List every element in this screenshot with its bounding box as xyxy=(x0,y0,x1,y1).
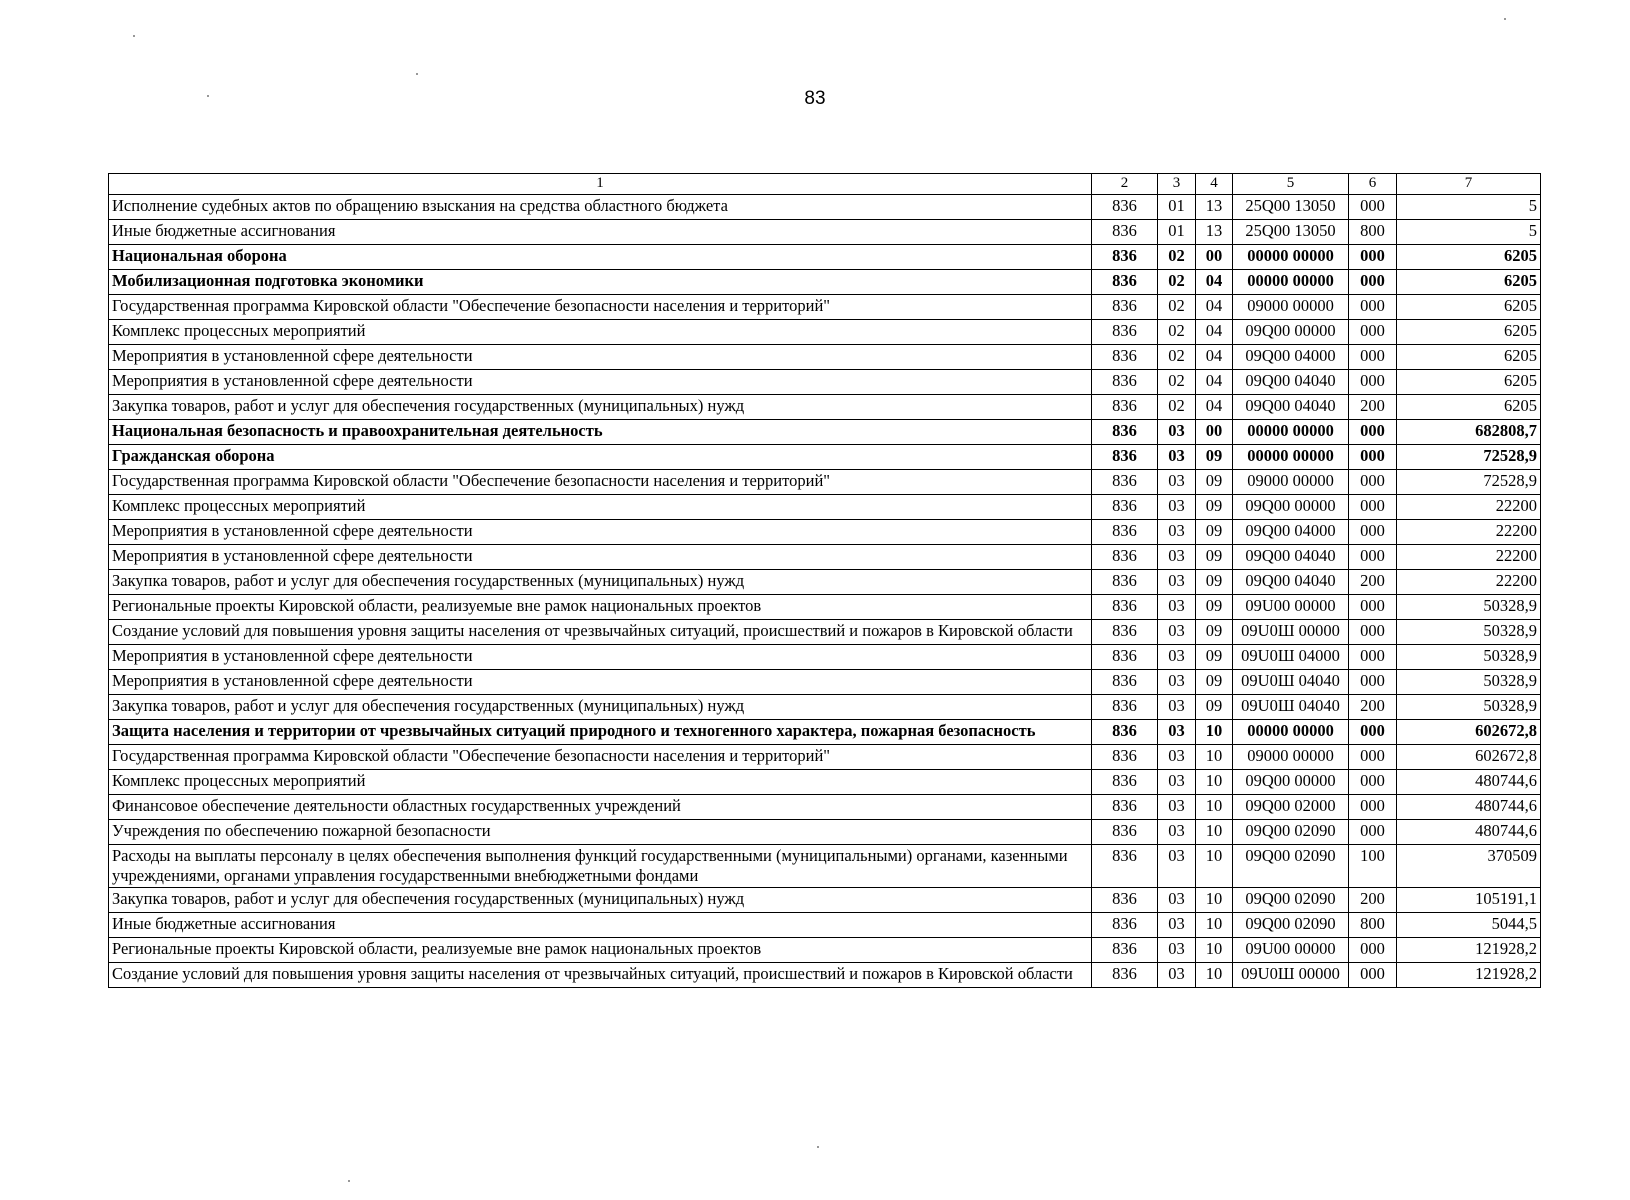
row-code-cell: 836 xyxy=(1092,370,1158,395)
row-subsection-cell: 10 xyxy=(1196,820,1233,845)
row-expense-type-cell: 000 xyxy=(1349,495,1397,520)
row-name-cell: Национальная оборона xyxy=(109,245,1092,270)
row-amount-cell: 602672,8 xyxy=(1397,720,1541,745)
row-code-cell: 836 xyxy=(1092,245,1158,270)
row-target-article-cell: 00000 00000 xyxy=(1233,445,1349,470)
row-target-article-cell: 09U0Ш 00000 xyxy=(1233,962,1349,987)
row-expense-type-cell: 000 xyxy=(1349,545,1397,570)
row-amount-cell: 50328,9 xyxy=(1397,620,1541,645)
budget-table xyxy=(108,173,1541,988)
row-code-cell: 836 xyxy=(1092,395,1158,420)
table-row xyxy=(109,395,1541,420)
row-section-cell: 03 xyxy=(1158,495,1196,520)
row-name-cell: Государственная программа Кировской области "Обеспечение безопасности населения и территорий" xyxy=(109,295,1092,320)
row-name-cell: Защита населения и территории от чрезвычайных ситуаций природного и техногенного характера, пожарная безопасность xyxy=(109,720,1092,745)
row-section-cell: 02 xyxy=(1158,320,1196,345)
row-amount-cell: 50328,9 xyxy=(1397,695,1541,720)
row-amount-cell: 480744,6 xyxy=(1397,795,1541,820)
row-name-cell: Мероприятия в установленной сфере деятельности xyxy=(109,670,1092,695)
row-section-cell: 03 xyxy=(1158,420,1196,445)
table-row xyxy=(109,570,1541,595)
table-row xyxy=(109,595,1541,620)
table-row xyxy=(109,937,1541,962)
table-row xyxy=(109,220,1541,245)
row-section-cell: 03 xyxy=(1158,770,1196,795)
row-expense-type-cell: 000 xyxy=(1349,195,1397,220)
scan-speck xyxy=(133,35,135,37)
row-code-cell: 836 xyxy=(1092,595,1158,620)
table-row xyxy=(109,545,1541,570)
header-cell-3: 3 xyxy=(1158,174,1196,195)
row-amount-cell: 72528,9 xyxy=(1397,470,1541,495)
header-cell-5: 5 xyxy=(1233,174,1349,195)
table-row xyxy=(109,320,1541,345)
row-subsection-cell: 09 xyxy=(1196,595,1233,620)
row-code-cell: 836 xyxy=(1092,345,1158,370)
row-name-cell: Региональные проекты Кировской области, реализуемые вне рамок национальных проектов xyxy=(109,595,1092,620)
table-row xyxy=(109,620,1541,645)
table-row xyxy=(109,520,1541,545)
row-code-cell: 836 xyxy=(1092,695,1158,720)
table-row xyxy=(109,645,1541,670)
row-subsection-cell: 13 xyxy=(1196,195,1233,220)
row-section-cell: 03 xyxy=(1158,962,1196,987)
table-row xyxy=(109,345,1541,370)
row-expense-type-cell: 000 xyxy=(1349,795,1397,820)
row-expense-type-cell: 000 xyxy=(1349,962,1397,987)
row-expense-type-cell: 000 xyxy=(1349,645,1397,670)
row-target-article-cell: 09000 00000 xyxy=(1233,470,1349,495)
row-section-cell: 03 xyxy=(1158,595,1196,620)
row-expense-type-cell: 000 xyxy=(1349,745,1397,770)
scan-speck xyxy=(1504,18,1506,20)
row-amount-cell: 22200 xyxy=(1397,520,1541,545)
table-row xyxy=(109,745,1541,770)
row-target-article-cell: 09000 00000 xyxy=(1233,745,1349,770)
table-row xyxy=(109,795,1541,820)
row-name-cell: Создание условий для повышения уровня защиты населения от чрезвычайных ситуаций, происшествий и пожаров в Кировской области xyxy=(109,962,1092,987)
row-name-cell: Расходы на выплаты персоналу в целях обеспечения выполнения функций государственными (муниципальными) органами, казенными учреждениями, органами управления государственными внебюджетными фондами xyxy=(109,845,1092,888)
table-row xyxy=(109,820,1541,845)
table-row xyxy=(109,270,1541,295)
row-target-article-cell: 09U0Ш 04040 xyxy=(1233,695,1349,720)
row-section-cell: 03 xyxy=(1158,720,1196,745)
row-section-cell: 03 xyxy=(1158,695,1196,720)
row-target-article-cell: 09U0Ш 04040 xyxy=(1233,670,1349,695)
row-expense-type-cell: 000 xyxy=(1349,320,1397,345)
table-row xyxy=(109,445,1541,470)
row-section-cell: 03 xyxy=(1158,620,1196,645)
row-name-cell: Закупка товаров, работ и услуг для обеспечения государственных (муниципальных) нужд xyxy=(109,570,1092,595)
row-target-article-cell: 09U0Ш 04000 xyxy=(1233,645,1349,670)
row-subsection-cell: 10 xyxy=(1196,912,1233,937)
row-expense-type-cell: 200 xyxy=(1349,395,1397,420)
table-row xyxy=(109,295,1541,320)
row-amount-cell: 5044,5 xyxy=(1397,912,1541,937)
row-section-cell: 01 xyxy=(1158,195,1196,220)
row-target-article-cell: 09Q00 04000 xyxy=(1233,520,1349,545)
table-row xyxy=(109,495,1541,520)
row-subsection-cell: 10 xyxy=(1196,962,1233,987)
row-code-cell: 836 xyxy=(1092,962,1158,987)
row-expense-type-cell: 800 xyxy=(1349,220,1397,245)
row-section-cell: 02 xyxy=(1158,245,1196,270)
table-row xyxy=(109,912,1541,937)
row-expense-type-cell: 000 xyxy=(1349,520,1397,545)
table-row xyxy=(109,670,1541,695)
row-target-article-cell: 09U00 00000 xyxy=(1233,937,1349,962)
row-section-cell: 03 xyxy=(1158,570,1196,595)
row-section-cell: 03 xyxy=(1158,645,1196,670)
table-row xyxy=(109,245,1541,270)
row-subsection-cell: 10 xyxy=(1196,937,1233,962)
row-expense-type-cell: 000 xyxy=(1349,820,1397,845)
row-code-cell: 836 xyxy=(1092,570,1158,595)
row-amount-cell: 6205 xyxy=(1397,295,1541,320)
table-row xyxy=(109,845,1541,888)
scan-speck xyxy=(416,73,418,75)
header-cell-7: 7 xyxy=(1397,174,1541,195)
row-name-cell: Комплекс процессных мероприятий xyxy=(109,495,1092,520)
table-row xyxy=(109,695,1541,720)
row-name-cell: Мероприятия в установленной сфере деятельности xyxy=(109,645,1092,670)
row-name-cell: Мероприятия в установленной сфере деятельности xyxy=(109,345,1092,370)
row-subsection-cell: 09 xyxy=(1196,520,1233,545)
row-section-cell: 03 xyxy=(1158,670,1196,695)
row-name-cell: Мероприятия в установленной сфере деятельности xyxy=(109,520,1092,545)
row-expense-type-cell: 000 xyxy=(1349,295,1397,320)
row-target-article-cell: 09Q00 02090 xyxy=(1233,845,1349,888)
row-subsection-cell: 10 xyxy=(1196,770,1233,795)
row-section-cell: 02 xyxy=(1158,395,1196,420)
row-subsection-cell: 04 xyxy=(1196,345,1233,370)
row-name-cell: Создание условий для повышения уровня защиты населения от чрезвычайных ситуаций, происшествий и пожаров в Кировской области xyxy=(109,620,1092,645)
header-cell-2: 2 xyxy=(1092,174,1158,195)
header-cell-4: 4 xyxy=(1196,174,1233,195)
row-section-cell: 03 xyxy=(1158,445,1196,470)
row-amount-cell: 22200 xyxy=(1397,570,1541,595)
row-expense-type-cell: 000 xyxy=(1349,370,1397,395)
row-amount-cell: 6205 xyxy=(1397,320,1541,345)
row-target-article-cell: 25Q00 13050 xyxy=(1233,195,1349,220)
row-subsection-cell: 10 xyxy=(1196,745,1233,770)
row-subsection-cell: 09 xyxy=(1196,470,1233,495)
row-section-cell: 02 xyxy=(1158,270,1196,295)
row-code-cell: 836 xyxy=(1092,720,1158,745)
row-section-cell: 03 xyxy=(1158,845,1196,888)
row-section-cell: 03 xyxy=(1158,520,1196,545)
row-name-cell: Исполнение судебных актов по обращению взыскания на средства областного бюджета xyxy=(109,195,1092,220)
row-code-cell: 836 xyxy=(1092,220,1158,245)
row-code-cell: 836 xyxy=(1092,295,1158,320)
row-amount-cell: 50328,9 xyxy=(1397,670,1541,695)
row-code-cell: 836 xyxy=(1092,520,1158,545)
row-amount-cell: 6205 xyxy=(1397,395,1541,420)
row-subsection-cell: 09 xyxy=(1196,620,1233,645)
row-amount-cell: 72528,9 xyxy=(1397,445,1541,470)
row-expense-type-cell: 000 xyxy=(1349,345,1397,370)
row-subsection-cell: 09 xyxy=(1196,645,1233,670)
row-expense-type-cell: 000 xyxy=(1349,720,1397,745)
row-subsection-cell: 09 xyxy=(1196,445,1233,470)
row-amount-cell: 50328,9 xyxy=(1397,595,1541,620)
row-subsection-cell: 13 xyxy=(1196,220,1233,245)
row-subsection-cell: 04 xyxy=(1196,395,1233,420)
row-target-article-cell: 00000 00000 xyxy=(1233,720,1349,745)
row-section-cell: 03 xyxy=(1158,795,1196,820)
row-name-cell: Мероприятия в установленной сфере деятельности xyxy=(109,370,1092,395)
row-target-article-cell: 09Q00 00000 xyxy=(1233,320,1349,345)
row-section-cell: 02 xyxy=(1158,295,1196,320)
row-code-cell: 836 xyxy=(1092,470,1158,495)
table-row xyxy=(109,770,1541,795)
row-subsection-cell: 00 xyxy=(1196,420,1233,445)
row-code-cell: 836 xyxy=(1092,495,1158,520)
row-name-cell: Закупка товаров, работ и услуг для обеспечения государственных (муниципальных) нужд xyxy=(109,395,1092,420)
row-name-cell: Мобилизационная подготовка экономики xyxy=(109,270,1092,295)
row-section-cell: 03 xyxy=(1158,545,1196,570)
row-code-cell: 836 xyxy=(1092,912,1158,937)
scan-speck xyxy=(207,95,209,97)
row-amount-cell: 370509 xyxy=(1397,845,1541,888)
row-target-article-cell: 00000 00000 xyxy=(1233,420,1349,445)
row-target-article-cell: 09Q00 02090 xyxy=(1233,887,1349,912)
header-cell-6: 6 xyxy=(1349,174,1397,195)
row-name-cell: Иные бюджетные ассигнования xyxy=(109,220,1092,245)
row-target-article-cell: 00000 00000 xyxy=(1233,270,1349,295)
row-amount-cell: 22200 xyxy=(1397,495,1541,520)
row-code-cell: 836 xyxy=(1092,887,1158,912)
row-section-cell: 03 xyxy=(1158,912,1196,937)
table-row xyxy=(109,370,1541,395)
row-name-cell: Закупка товаров, работ и услуг для обеспечения государственных (муниципальных) нужд xyxy=(109,695,1092,720)
table-body xyxy=(109,195,1541,988)
row-target-article-cell: 09Q00 04040 xyxy=(1233,545,1349,570)
row-target-article-cell: 09Q00 04040 xyxy=(1233,370,1349,395)
row-expense-type-cell: 000 xyxy=(1349,595,1397,620)
row-name-cell: Мероприятия в установленной сфере деятельности xyxy=(109,545,1092,570)
row-expense-type-cell: 000 xyxy=(1349,270,1397,295)
table-row xyxy=(109,420,1541,445)
row-target-article-cell: 09Q00 02090 xyxy=(1233,820,1349,845)
row-amount-cell: 22200 xyxy=(1397,545,1541,570)
row-name-cell: Иные бюджетные ассигнования xyxy=(109,912,1092,937)
row-target-article-cell: 09Q00 00000 xyxy=(1233,770,1349,795)
row-target-article-cell: 00000 00000 xyxy=(1233,245,1349,270)
row-code-cell: 836 xyxy=(1092,820,1158,845)
row-amount-cell: 6205 xyxy=(1397,370,1541,395)
row-subsection-cell: 09 xyxy=(1196,545,1233,570)
row-name-cell: Комплекс процессных мероприятий xyxy=(109,770,1092,795)
row-target-article-cell: 09U00 00000 xyxy=(1233,595,1349,620)
row-amount-cell: 480744,6 xyxy=(1397,770,1541,795)
row-name-cell: Государственная программа Кировской области "Обеспечение безопасности населения и территорий" xyxy=(109,745,1092,770)
row-expense-type-cell: 000 xyxy=(1349,620,1397,645)
row-section-cell: 02 xyxy=(1158,345,1196,370)
row-amount-cell: 5 xyxy=(1397,220,1541,245)
row-subsection-cell: 00 xyxy=(1196,245,1233,270)
row-target-article-cell: 09Q00 00000 xyxy=(1233,495,1349,520)
row-code-cell: 836 xyxy=(1092,795,1158,820)
row-expense-type-cell: 000 xyxy=(1349,670,1397,695)
row-amount-cell: 682808,7 xyxy=(1397,420,1541,445)
row-subsection-cell: 04 xyxy=(1196,320,1233,345)
row-subsection-cell: 09 xyxy=(1196,495,1233,520)
row-expense-type-cell: 000 xyxy=(1349,245,1397,270)
row-name-cell: Региональные проекты Кировской области, реализуемые вне рамок национальных проектов xyxy=(109,937,1092,962)
row-amount-cell: 105191,1 xyxy=(1397,887,1541,912)
row-code-cell: 836 xyxy=(1092,745,1158,770)
row-name-cell: Гражданская оборона xyxy=(109,445,1092,470)
row-code-cell: 836 xyxy=(1092,645,1158,670)
table-header-row xyxy=(109,174,1541,195)
scan-speck xyxy=(817,1146,819,1148)
row-code-cell: 836 xyxy=(1092,195,1158,220)
row-target-article-cell: 09Q00 02090 xyxy=(1233,912,1349,937)
row-expense-type-cell: 000 xyxy=(1349,770,1397,795)
row-expense-type-cell: 200 xyxy=(1349,887,1397,912)
row-amount-cell: 5 xyxy=(1397,195,1541,220)
row-name-cell: Закупка товаров, работ и услуг для обеспечения государственных (муниципальных) нужд xyxy=(109,887,1092,912)
row-section-cell: 02 xyxy=(1158,370,1196,395)
row-code-cell: 836 xyxy=(1092,670,1158,695)
row-name-cell: Национальная безопасность и правоохранительная деятельность xyxy=(109,420,1092,445)
row-target-article-cell: 09Q00 02000 xyxy=(1233,795,1349,820)
row-expense-type-cell: 200 xyxy=(1349,695,1397,720)
row-target-article-cell: 09Q00 04040 xyxy=(1233,395,1349,420)
row-name-cell: Финансовое обеспечение деятельности областных государственных учреждений xyxy=(109,795,1092,820)
row-target-article-cell: 25Q00 13050 xyxy=(1233,220,1349,245)
row-expense-type-cell: 000 xyxy=(1349,470,1397,495)
row-subsection-cell: 09 xyxy=(1196,695,1233,720)
row-subsection-cell: 10 xyxy=(1196,720,1233,745)
page-number: 83 xyxy=(804,88,826,109)
row-amount-cell: 50328,9 xyxy=(1397,645,1541,670)
row-target-article-cell: 09U0Ш 00000 xyxy=(1233,620,1349,645)
row-expense-type-cell: 800 xyxy=(1349,912,1397,937)
row-subsection-cell: 04 xyxy=(1196,370,1233,395)
row-amount-cell: 602672,8 xyxy=(1397,745,1541,770)
header-cell-1: 1 xyxy=(109,174,1092,195)
row-subsection-cell: 10 xyxy=(1196,887,1233,912)
row-code-cell: 836 xyxy=(1092,545,1158,570)
row-subsection-cell: 04 xyxy=(1196,270,1233,295)
table-row xyxy=(109,962,1541,987)
row-amount-cell: 480744,6 xyxy=(1397,820,1541,845)
table-row xyxy=(109,470,1541,495)
row-subsection-cell: 09 xyxy=(1196,670,1233,695)
row-section-cell: 01 xyxy=(1158,220,1196,245)
row-section-cell: 03 xyxy=(1158,745,1196,770)
row-amount-cell: 121928,2 xyxy=(1397,937,1541,962)
row-expense-type-cell: 000 xyxy=(1349,445,1397,470)
row-code-cell: 836 xyxy=(1092,270,1158,295)
row-name-cell: Комплекс процессных мероприятий xyxy=(109,320,1092,345)
row-amount-cell: 6205 xyxy=(1397,345,1541,370)
row-amount-cell: 121928,2 xyxy=(1397,962,1541,987)
row-code-cell: 836 xyxy=(1092,445,1158,470)
row-name-cell: Государственная программа Кировской области "Обеспечение безопасности населения и территорий" xyxy=(109,470,1092,495)
row-section-cell: 03 xyxy=(1158,937,1196,962)
row-section-cell: 03 xyxy=(1158,887,1196,912)
row-subsection-cell: 10 xyxy=(1196,845,1233,888)
row-code-cell: 836 xyxy=(1092,770,1158,795)
row-target-article-cell: 09Q00 04000 xyxy=(1233,345,1349,370)
row-subsection-cell: 10 xyxy=(1196,795,1233,820)
row-expense-type-cell: 200 xyxy=(1349,570,1397,595)
row-section-cell: 03 xyxy=(1158,820,1196,845)
row-amount-cell: 6205 xyxy=(1397,245,1541,270)
row-subsection-cell: 04 xyxy=(1196,295,1233,320)
row-amount-cell: 6205 xyxy=(1397,270,1541,295)
table-row xyxy=(109,720,1541,745)
row-target-article-cell: 09000 00000 xyxy=(1233,295,1349,320)
row-code-cell: 836 xyxy=(1092,937,1158,962)
row-code-cell: 836 xyxy=(1092,320,1158,345)
table-row xyxy=(109,195,1541,220)
row-code-cell: 836 xyxy=(1092,845,1158,888)
row-code-cell: 836 xyxy=(1092,420,1158,445)
row-name-cell: Учреждения по обеспечению пожарной безопасности xyxy=(109,820,1092,845)
table-row xyxy=(109,887,1541,912)
row-expense-type-cell: 000 xyxy=(1349,420,1397,445)
row-target-article-cell: 09Q00 04040 xyxy=(1233,570,1349,595)
scan-speck xyxy=(348,1180,350,1182)
row-expense-type-cell: 000 xyxy=(1349,937,1397,962)
row-section-cell: 03 xyxy=(1158,470,1196,495)
row-code-cell: 836 xyxy=(1092,620,1158,645)
row-expense-type-cell: 100 xyxy=(1349,845,1397,888)
row-subsection-cell: 09 xyxy=(1196,570,1233,595)
